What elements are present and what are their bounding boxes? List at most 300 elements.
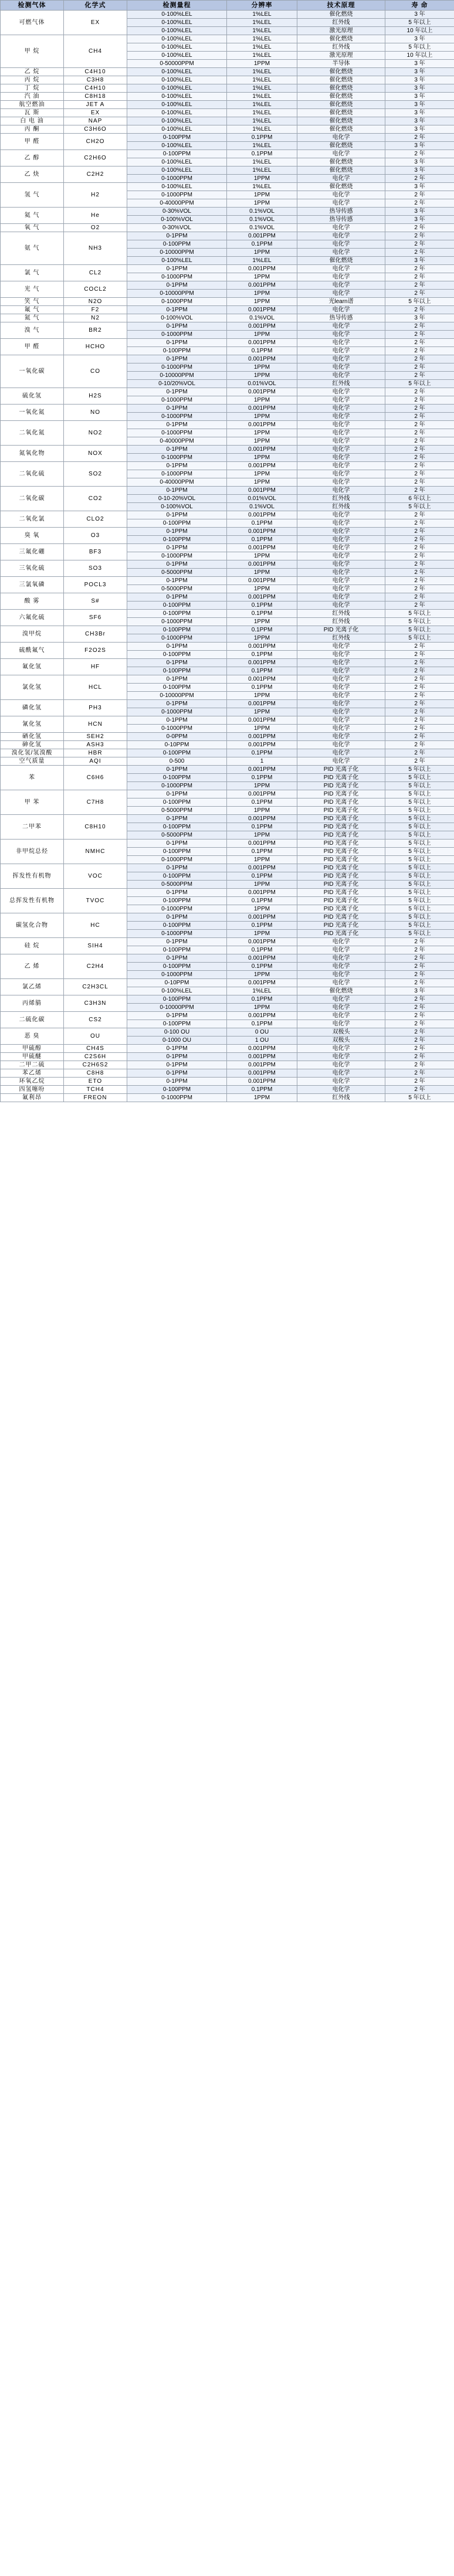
cell-range: 0-100%LEL (127, 257, 227, 265)
cell-technology: PID 光离子化 (297, 872, 385, 881)
cell-technology: PID 光离子化 (297, 626, 385, 634)
cell-technology: PID 光离子化 (297, 913, 385, 922)
cell-technology: 电化学 (297, 306, 385, 314)
cell-formula: C8H8 (64, 1069, 127, 1078)
cell-lifetime: 2 年 (385, 199, 454, 208)
cell-range: 0-1PPM (127, 889, 227, 897)
cell-resolution: 0.1%VOL (227, 208, 297, 216)
cell-range: 0-10000PPM (127, 290, 227, 298)
cell-technology: 电化学 (297, 979, 385, 987)
cell-formula: HCN (64, 716, 127, 733)
cell-lifetime: 2 年 (385, 651, 454, 659)
table-row (1, 355, 454, 363)
cell-technology: 热导传感 (297, 314, 385, 322)
cell-lifetime: 2 年 (385, 454, 454, 462)
cell-gas-name: 硅 烷 (1, 938, 64, 954)
cell-resolution: 1 OU (227, 1036, 297, 1045)
cell-resolution: 1PPM (227, 782, 297, 790)
cell-range: 0-40000PPM (127, 478, 227, 487)
cell-range: 0-1PPM (127, 462, 227, 470)
cell-technology: PID 光离子化 (297, 930, 385, 938)
cell-lifetime: 2 年 (385, 290, 454, 298)
cell-technology: 电化学 (297, 560, 385, 569)
cell-formula: C3H6O (64, 125, 127, 134)
cell-resolution: 1PPM (227, 1094, 297, 1102)
cell-resolution: 1PPM (227, 856, 297, 864)
cell-gas-name: 硒化氢 (1, 733, 64, 741)
cell-range: 0-1PPM (127, 511, 227, 519)
cell-resolution: 1PPM (227, 1004, 297, 1012)
cell-resolution: 1PPM (227, 437, 297, 446)
cell-range: 0-1PPM (127, 265, 227, 273)
cell-lifetime: 2 年 (385, 963, 454, 971)
cell-gas-name: 氟化氢 (1, 659, 64, 675)
cell-resolution: 0.1PPM (227, 536, 297, 544)
cell-resolution: 1%LEL (227, 257, 297, 265)
cell-technology: 电化学 (297, 446, 385, 454)
cell-technology: 电化学 (297, 429, 385, 437)
cell-resolution: 1%LEL (227, 27, 297, 35)
table-row (1, 208, 454, 216)
cell-formula: C7H8 (64, 790, 127, 815)
cell-resolution: 0.1PPM (227, 848, 297, 856)
cell-resolution: 1PPM (227, 199, 297, 208)
cell-range: 0-50000PPM (127, 60, 227, 68)
cell-technology: 电化学 (297, 725, 385, 733)
cell-lifetime: 2 年 (385, 175, 454, 183)
cell-gas-name: 甲硫醇 (1, 1045, 64, 1053)
cell-formula: C8H10 (64, 815, 127, 840)
cell-lifetime: 2 年 (385, 249, 454, 257)
cell-range: 0-100%LEL (127, 125, 227, 134)
cell-resolution: 0.001PPM (227, 659, 297, 667)
cell-range: 0-1PPM (127, 766, 227, 774)
cell-resolution: 0.001PPM (227, 1061, 297, 1069)
cell-technology: 电化学 (297, 938, 385, 946)
cell-formula: N2O (64, 298, 127, 306)
cell-technology: 电化学 (297, 339, 385, 347)
table-row (1, 840, 454, 848)
table-row (1, 421, 454, 429)
cell-technology: 催化燃烧 (297, 109, 385, 117)
cell-technology: 激光原理 (297, 52, 385, 60)
cell-resolution: 0.1PPM (227, 684, 297, 692)
cell-lifetime: 2 年 (385, 1069, 454, 1078)
cell-resolution: 0.001PPM (227, 487, 297, 495)
cell-range: 0-1PPM (127, 355, 227, 363)
cell-range: 0-100PPM (127, 749, 227, 757)
cell-resolution: 0.001PPM (227, 733, 297, 741)
cell-technology: 电化学 (297, 585, 385, 593)
cell-resolution: 1PPM (227, 363, 297, 372)
cell-technology: PID 光离子化 (297, 881, 385, 889)
cell-technology: 电化学 (297, 191, 385, 199)
cell-resolution: 0.001PPM (227, 1078, 297, 1086)
cell-lifetime: 2 年 (385, 954, 454, 963)
cell-formula: COCL2 (64, 281, 127, 298)
cell-technology: PID 光离子化 (297, 864, 385, 872)
cell-lifetime: 2 年 (385, 675, 454, 684)
table-row (1, 544, 454, 552)
cell-lifetime: 2 年 (385, 421, 454, 429)
cell-lifetime: 3 年 (385, 125, 454, 134)
cell-gas-name: 环氧乙烷 (1, 1078, 64, 1086)
cell-range: 0-100%LEL (127, 166, 227, 175)
cell-gas-name: 磷化氢 (1, 700, 64, 716)
cell-range: 0-100PPM (127, 240, 227, 249)
cell-lifetime: 2 年 (385, 437, 454, 446)
cell-range: 0-100%LEL (127, 27, 227, 35)
cell-lifetime: 3 年 (385, 84, 454, 93)
cell-technology: 电化学 (297, 733, 385, 741)
cell-lifetime: 5 年以上 (385, 626, 454, 634)
cell-resolution: 1PPM (227, 470, 297, 478)
cell-formula: JET A (64, 101, 127, 109)
cell-gas-name: 可燃气体 (1, 11, 64, 35)
cell-technology: PID 光离子化 (297, 782, 385, 790)
cell-technology: 催化燃烧 (297, 117, 385, 125)
cell-formula: SIH4 (64, 938, 127, 954)
cell-technology: 电化学 (297, 963, 385, 971)
cell-resolution: 1%LEL (227, 11, 297, 19)
cell-lifetime: 2 年 (385, 191, 454, 199)
cell-formula: HCHO (64, 339, 127, 355)
cell-resolution: 0.001PPM (227, 1012, 297, 1020)
cell-formula: SO3 (64, 560, 127, 577)
cell-resolution: 0.01%VOL (227, 380, 297, 388)
cell-resolution: 0.1PPM (227, 897, 297, 905)
cell-technology: PID 光离子化 (297, 831, 385, 840)
cell-resolution: 1%LEL (227, 109, 297, 117)
cell-resolution: 0.1PPM (227, 150, 297, 158)
cell-formula: ASH3 (64, 741, 127, 749)
cell-range: 0-5000PPM (127, 831, 227, 840)
table-row (1, 1028, 454, 1036)
cell-technology: PID 光离子化 (297, 790, 385, 798)
cell-technology: 红外线 (297, 380, 385, 388)
cell-technology: 电化学 (297, 741, 385, 749)
cell-technology: 电化学 (297, 388, 385, 396)
cell-gas-name: 氟 气 (1, 306, 64, 314)
cell-gas-name: 六氟化硫 (1, 610, 64, 626)
cell-lifetime: 3 年 (385, 314, 454, 322)
cell-technology: 电化学 (297, 552, 385, 560)
cell-formula: C2H3CL (64, 979, 127, 995)
cell-technology: 电化学 (297, 240, 385, 249)
table-row (1, 741, 454, 749)
cell-formula: VOC (64, 864, 127, 889)
cell-range: 0-1PPM (127, 716, 227, 725)
cell-lifetime: 5 年以上 (385, 610, 454, 618)
cell-technology: 激光原理 (297, 27, 385, 35)
cell-technology: 电化学 (297, 265, 385, 273)
cell-gas-name: 二甲二硫 (1, 1061, 64, 1069)
cell-range: 0-1PPM (127, 232, 227, 240)
cell-range: 0-100PPM (127, 823, 227, 831)
table-row (1, 954, 454, 963)
cell-gas-name: 氯化氢 (1, 675, 64, 700)
cell-resolution: 0.1PPM (227, 134, 297, 142)
cell-lifetime: 10 年以上 (385, 27, 454, 35)
cell-range: 0-1PPM (127, 544, 227, 552)
cell-gas-name: 三氧化硫 (1, 560, 64, 577)
cell-formula: CH4 (64, 35, 127, 68)
cell-formula: CH4S (64, 1045, 127, 1053)
cell-resolution: 1%LEL (227, 93, 297, 101)
cell-range: 0-1000PPM (127, 454, 227, 462)
cell-gas-name: 乙 烯 (1, 954, 64, 979)
cell-formula: EX (64, 109, 127, 117)
cell-technology: 电化学 (297, 757, 385, 766)
cell-resolution: 0.001PPM (227, 1045, 297, 1053)
cell-formula: C2H4 (64, 954, 127, 979)
cell-lifetime: 2 年 (385, 446, 454, 454)
cell-technology: 半导体 (297, 60, 385, 68)
table-row (1, 1061, 454, 1069)
cell-technology: 电化学 (297, 651, 385, 659)
cell-range: 0-100%LEL (127, 76, 227, 84)
cell-technology: 催化燃烧 (297, 93, 385, 101)
cell-technology: 电化学 (297, 528, 385, 536)
table-row (1, 560, 454, 569)
cell-technology: 电化学 (297, 150, 385, 158)
cell-lifetime: 2 年 (385, 265, 454, 273)
cell-resolution: 0.01%VOL (227, 495, 297, 503)
table-row (1, 125, 454, 134)
cell-range: 0-1000PPM (127, 470, 227, 478)
cell-lifetime: 2 年 (385, 643, 454, 651)
cell-range: 0-1PPM (127, 659, 227, 667)
cell-resolution: 1PPM (227, 249, 297, 257)
cell-lifetime: 5 年以上 (385, 766, 454, 774)
cell-range: 0-1000PPM (127, 191, 227, 199)
cell-gas-name: 苯 (1, 766, 64, 790)
cell-lifetime: 2 年 (385, 757, 454, 766)
cell-range: 0-100PPM (127, 667, 227, 675)
cell-range: 0-1PPM (127, 322, 227, 331)
cell-range: 0-1000PPM (127, 725, 227, 733)
cell-formula: N2 (64, 314, 127, 322)
cell-formula: HF (64, 659, 127, 675)
cell-lifetime: 2 年 (385, 528, 454, 536)
cell-range: 0-100PPM (127, 922, 227, 930)
table-row (1, 1078, 454, 1086)
cell-gas-name: 甲 醛 (1, 134, 64, 150)
cell-range: 0-100%LEL (127, 19, 227, 27)
cell-range: 0-1PPM (127, 446, 227, 454)
cell-technology: 电化学 (297, 199, 385, 208)
cell-technology: 电化学 (297, 946, 385, 954)
cell-range: 0-100PPM (127, 134, 227, 142)
cell-gas-name: 航空燃油 (1, 101, 64, 109)
cell-resolution: 0.1PPM (227, 601, 297, 610)
cell-technology: 电化学 (297, 281, 385, 290)
cell-lifetime: 5 年以上 (385, 872, 454, 881)
cell-formula: C6H6 (64, 766, 127, 790)
table-row (1, 1053, 454, 1061)
cell-resolution: 0.001PPM (227, 1069, 297, 1078)
cell-formula: SO2 (64, 462, 127, 487)
cell-technology: 催化燃烧 (297, 84, 385, 93)
cell-lifetime: 2 年 (385, 1045, 454, 1053)
cell-formula: C8H18 (64, 93, 127, 101)
cell-lifetime: 2 年 (385, 741, 454, 749)
cell-formula: OU (64, 1028, 127, 1045)
cell-resolution: 0.1PPM (227, 240, 297, 249)
table-row (1, 643, 454, 651)
cell-lifetime: 3 年 (385, 76, 454, 84)
cell-technology: 电化学 (297, 995, 385, 1004)
cell-technology: 电化学 (297, 643, 385, 651)
cell-lifetime: 5 年以上 (385, 807, 454, 815)
cell-lifetime: 5 年以上 (385, 1094, 454, 1102)
cell-lifetime: 3 年 (385, 216, 454, 224)
cell-technology: 电化学 (297, 1045, 385, 1053)
cell-resolution: 1%LEL (227, 52, 297, 60)
cell-range: 0-100%LEL (127, 987, 227, 995)
cell-lifetime: 10 年以上 (385, 52, 454, 60)
table-row (1, 265, 454, 273)
table-row (1, 109, 454, 117)
cell-gas-name: 碳氢化合物 (1, 913, 64, 938)
cell-technology: 红外线 (297, 503, 385, 511)
cell-lifetime: 2 年 (385, 511, 454, 519)
cell-lifetime: 5 年以上 (385, 913, 454, 922)
cell-technology: 电化学 (297, 577, 385, 585)
cell-resolution: 0.001PPM (227, 815, 297, 823)
cell-range: 0-100PPM (127, 684, 227, 692)
cell-technology: 电化学 (297, 971, 385, 979)
gas-spec-table (0, 0, 454, 1102)
cell-technology: PID 光离子化 (297, 856, 385, 864)
cell-technology: PID 光离子化 (297, 774, 385, 782)
table-row (1, 232, 454, 240)
table-row (1, 281, 454, 290)
cell-technology: PID 光离子化 (297, 905, 385, 913)
cell-gas-name: 硫酰氟气 (1, 643, 64, 659)
cell-range: 0-100PPM (127, 519, 227, 528)
cell-formula: C3H3N (64, 995, 127, 1012)
cell-resolution: 0.001PPM (227, 544, 297, 552)
cell-range: 0-1000PPM (127, 429, 227, 437)
cell-range: 0-100%VOL (127, 216, 227, 224)
table-row (1, 995, 454, 1004)
table-row (1, 11, 454, 19)
cell-range: 0-0PPM (127, 733, 227, 741)
table-row (1, 298, 454, 306)
cell-range: 0-100%LEL (127, 101, 227, 109)
cell-lifetime: 5 年以上 (385, 298, 454, 306)
table-row (1, 93, 454, 101)
cell-resolution: 1PPM (227, 454, 297, 462)
cell-technology: 电化学 (297, 716, 385, 725)
cell-lifetime: 2 年 (385, 232, 454, 240)
cell-range: 0-1PPM (127, 954, 227, 963)
cell-lifetime: 2 年 (385, 684, 454, 692)
cell-technology: 电化学 (297, 1069, 385, 1078)
cell-technology: 红外线 (297, 610, 385, 618)
cell-resolution: 1PPM (227, 175, 297, 183)
cell-lifetime: 2 年 (385, 519, 454, 528)
cell-technology: 电化学 (297, 593, 385, 601)
cell-lifetime: 5 年以上 (385, 840, 454, 848)
cell-lifetime: 5 年以上 (385, 774, 454, 782)
cell-lifetime: 2 年 (385, 331, 454, 339)
cell-resolution: 0.001PPM (227, 388, 297, 396)
cell-gas-name: 丙 酮 (1, 125, 64, 134)
cell-lifetime: 2 年 (385, 150, 454, 158)
cell-formula: BR2 (64, 322, 127, 339)
cell-lifetime: 3 年 (385, 60, 454, 68)
cell-resolution: 0.001PPM (227, 954, 297, 963)
cell-resolution: 1PPM (227, 298, 297, 306)
table-row (1, 511, 454, 519)
cell-lifetime: 2 年 (385, 995, 454, 1004)
cell-lifetime: 2 年 (385, 405, 454, 413)
cell-resolution: 1PPM (227, 618, 297, 626)
cell-resolution: 0.1PPM (227, 1086, 297, 1094)
cell-range: 0-1PPM (127, 339, 227, 347)
cell-lifetime: 5 年以上 (385, 380, 454, 388)
cell-resolution: 0.001PPM (227, 889, 297, 897)
cell-gas-name: 四氢噻吩 (1, 1086, 64, 1094)
cell-range: 0-100%LEL (127, 84, 227, 93)
cell-resolution: 1PPM (227, 60, 297, 68)
table-row (1, 1012, 454, 1020)
cell-lifetime: 5 年以上 (385, 881, 454, 889)
cell-range: 0-1PPM (127, 1069, 227, 1078)
cell-formula: O3 (64, 528, 127, 544)
cell-gas-name: 一氧化氮 (1, 405, 64, 421)
cell-technology: PID 光离子化 (297, 897, 385, 905)
cell-gas-name: 甲硫醚 (1, 1053, 64, 1061)
cell-lifetime: 5 年以上 (385, 831, 454, 840)
cell-resolution: 0.001PPM (227, 265, 297, 273)
cell-lifetime: 2 年 (385, 396, 454, 405)
cell-formula: H2S (64, 388, 127, 405)
cell-resolution: 0.001PPM (227, 766, 297, 774)
cell-lifetime: 2 年 (385, 946, 454, 954)
cell-lifetime: 2 年 (385, 388, 454, 396)
cell-resolution: 1%LEL (227, 101, 297, 109)
cell-formula: C4H10 (64, 84, 127, 93)
cell-lifetime: 5 年以上 (385, 634, 454, 643)
cell-resolution: 0.001PPM (227, 913, 297, 922)
cell-gas-name: 酸 雾 (1, 593, 64, 610)
cell-lifetime: 3 年 (385, 117, 454, 125)
cell-lifetime: 3 年 (385, 11, 454, 19)
cell-resolution: 1PPM (227, 634, 297, 643)
table-row (1, 314, 454, 322)
cell-range: 0-1000PPM (127, 1094, 227, 1102)
cell-range: 0-1000PPM (127, 905, 227, 913)
cell-technology: PID 光离子化 (297, 922, 385, 930)
cell-lifetime: 2 年 (385, 733, 454, 741)
cell-lifetime: 2 年 (385, 322, 454, 331)
cell-formula: AQI (64, 757, 127, 766)
cell-resolution: 1PPM (227, 708, 297, 716)
cell-technology: 双极头 (297, 1036, 385, 1045)
cell-range: 0-1PPM (127, 306, 227, 314)
cell-technology: 电化学 (297, 437, 385, 446)
cell-technology: 催化燃烧 (297, 35, 385, 43)
cell-gas-name: 氧 气 (1, 224, 64, 232)
cell-formula: NOX (64, 446, 127, 462)
cell-gas-name: 二氧化氮 (1, 421, 64, 446)
cell-gas-name: 溴 气 (1, 322, 64, 339)
cell-gas-name: 挥发性有机物 (1, 864, 64, 889)
cell-formula: CL2 (64, 265, 127, 281)
